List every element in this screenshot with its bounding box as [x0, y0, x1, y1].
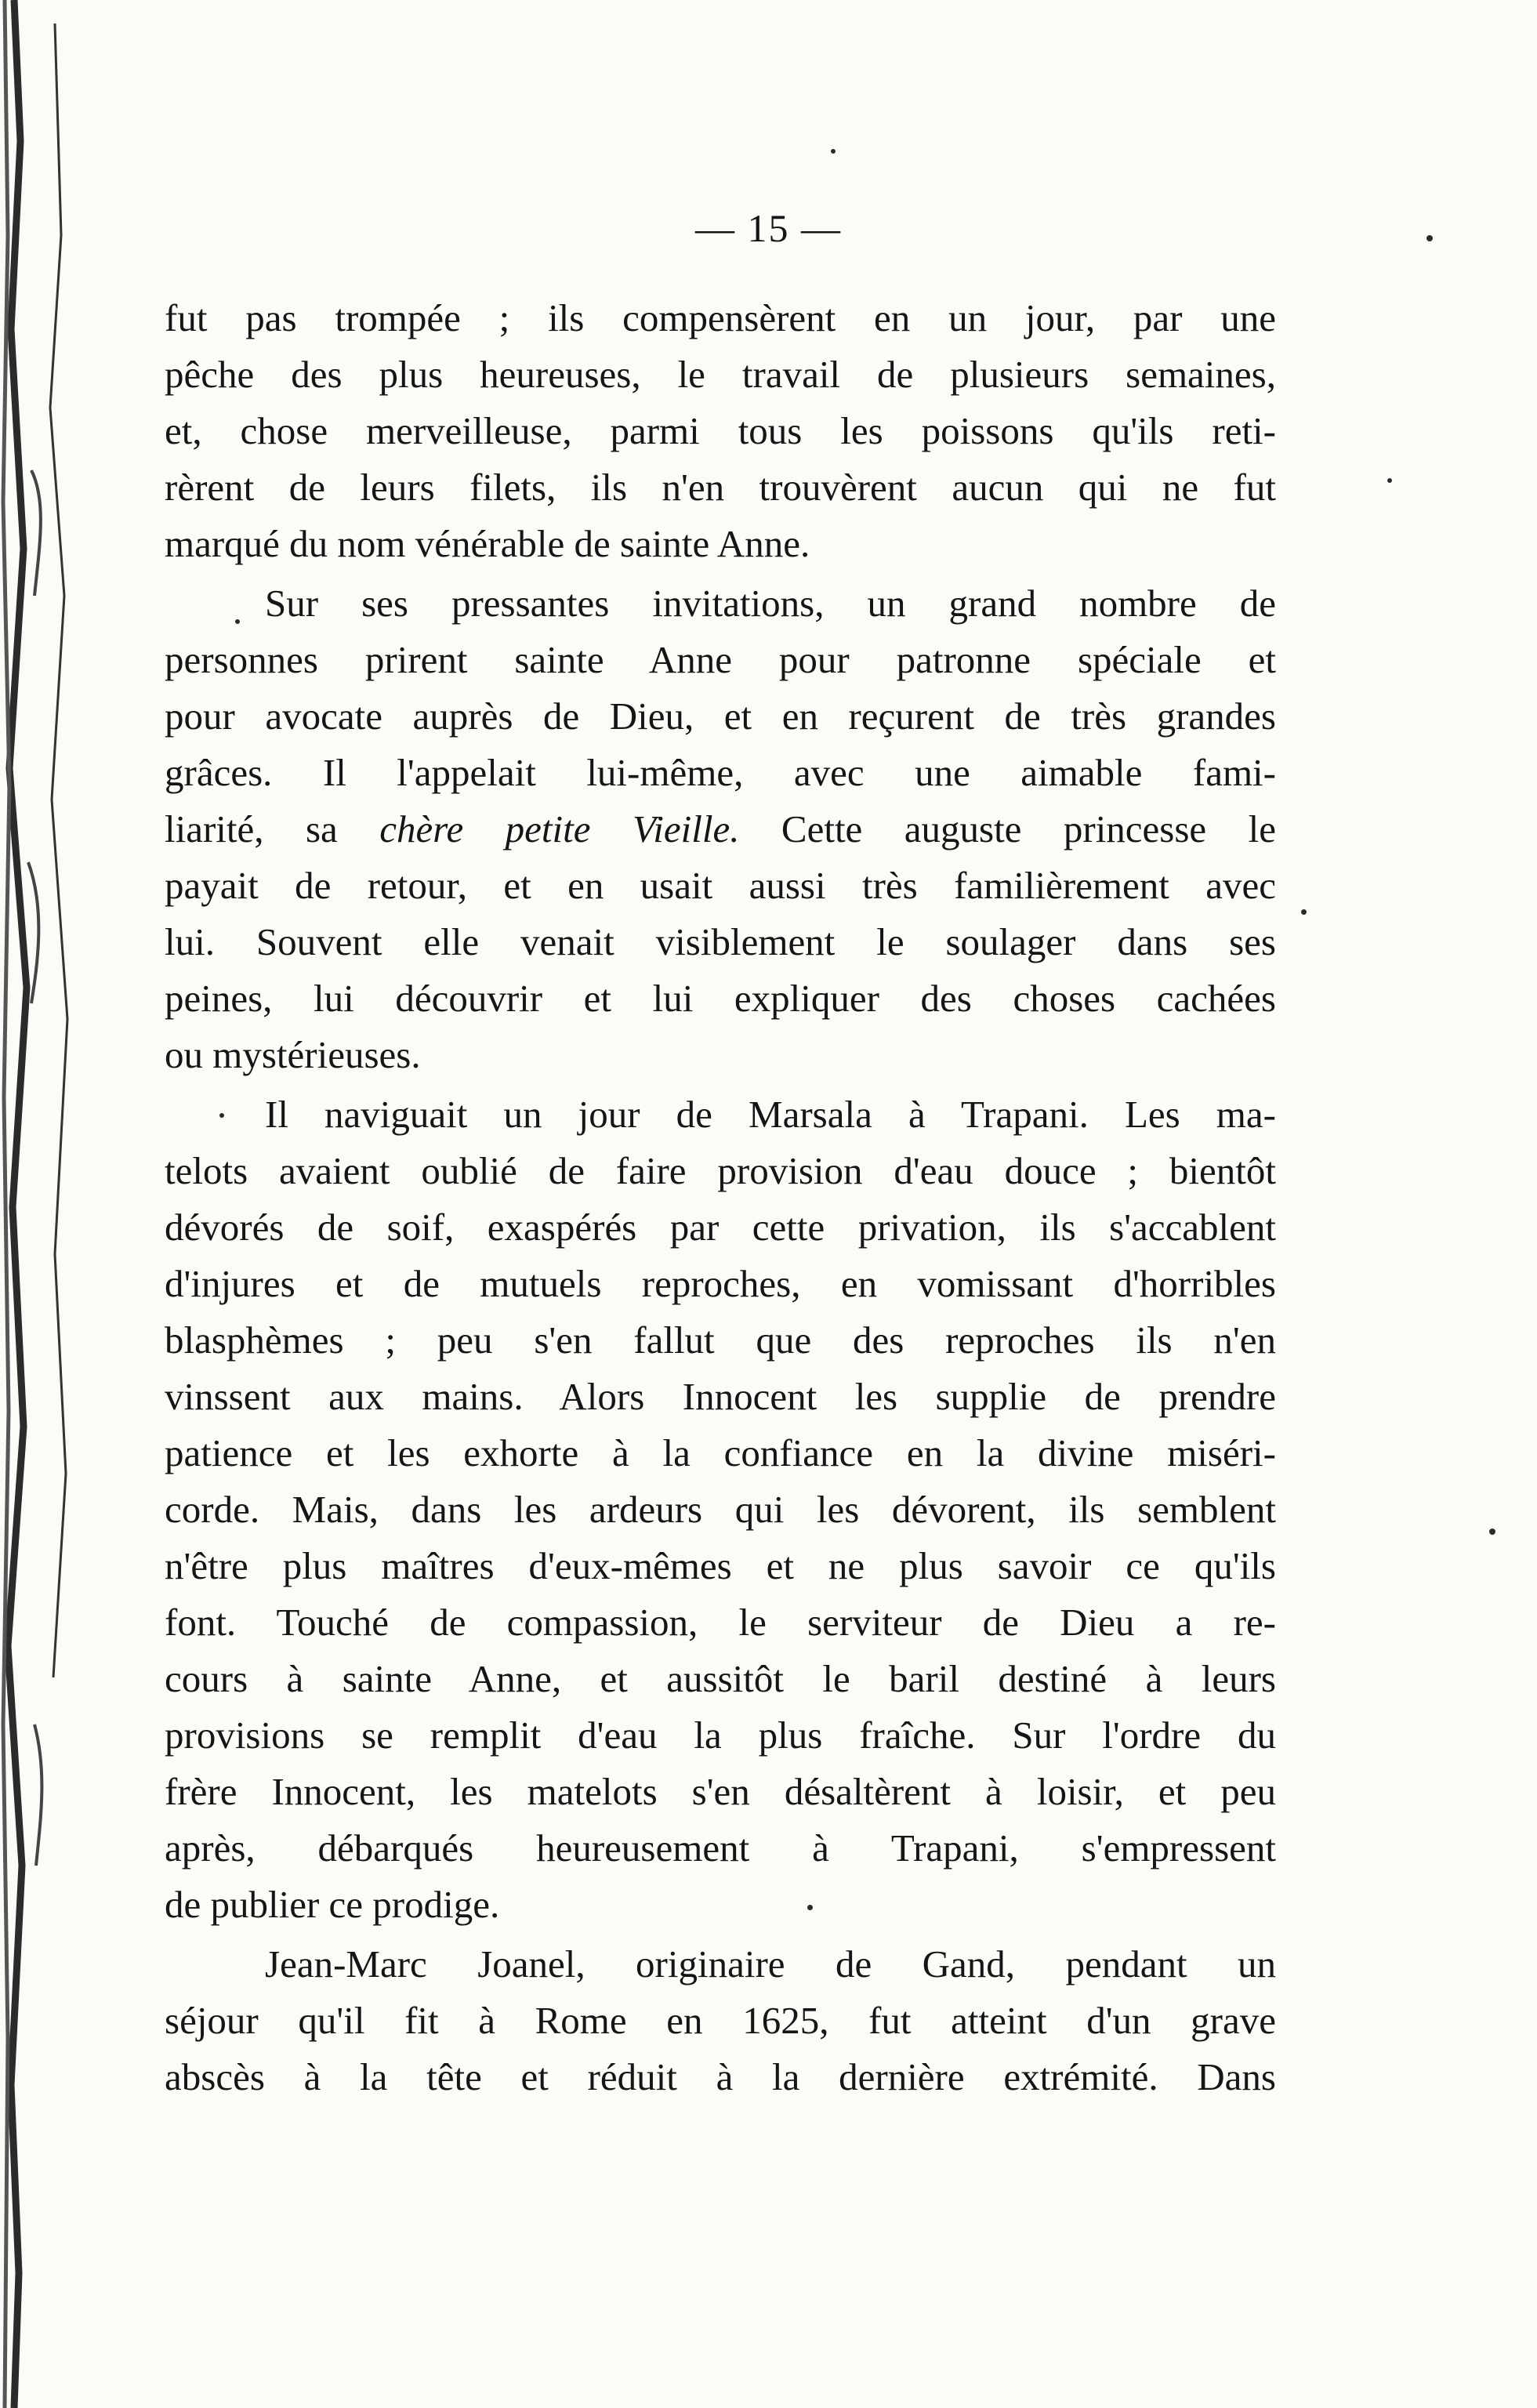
scan-speck	[831, 149, 836, 154]
text-line: font. Touché de compassion, le serviteur de Dieu a re-	[165, 1601, 1276, 1644]
text-line: pêche des plus heureuses, le travail de plusieurs semaines,	[165, 353, 1276, 396]
text-line: vinssent aux mains. Alors Innocent les supplie de prendre	[165, 1375, 1276, 1418]
paragraph-1	[165, 290, 1276, 572]
text-line: d'injures et de mutuels reproches, en vomissant d'horribles	[165, 1262, 1276, 1305]
text-line: séjour qu'il fit à Rome en 1625, fut atteint d'un grave	[165, 1999, 1276, 2042]
scanned-page-edge	[0, 0, 118, 2408]
scan-speck	[1301, 909, 1307, 915]
text-line: dévorés de soif, exaspérés par cette privation, ils s'accablent	[165, 1206, 1276, 1249]
text-segment: Cette auguste princesse le	[739, 807, 1276, 850]
text-line: marqué du nom vénérable de sainte Anne.	[165, 522, 810, 565]
paragraph-4	[165, 1936, 1276, 2105]
text-line: telots avaient oublié de faire provision d'eau douce ; bientôt	[165, 1149, 1276, 1192]
text-line: n'être plus maîtres d'eux-mêmes et ne plus savoir ce qu'ils	[165, 1544, 1276, 1587]
text-line-with-italic	[165, 801, 1276, 858]
text-line: fut pas trompée ; ils compensèrent en un jour, par une	[165, 296, 1276, 339]
paragraph-2	[165, 575, 1276, 1083]
text-line: rèrent de leurs filets, ils n'en trouvèrent aucun qui ne fut	[165, 466, 1276, 509]
text-line: cours à sainte Anne, et aussitôt le baril destiné à leurs	[165, 1657, 1276, 1700]
text-line: blasphèmes ; peu s'en fallut que des reproches ils n'en	[165, 1318, 1276, 1362]
page-number: — 15 —	[695, 206, 842, 250]
text-line: corde. Mais, dans les ardeurs qui les dévorent, ils semblent	[165, 1488, 1276, 1531]
body-text	[165, 290, 1276, 2109]
text-line: abscès à la tête et réduit à la dernière extrémité. Dans	[165, 2055, 1276, 2098]
text-line: et, chose merveilleuse, parmi tous les poissons qu'ils reti-	[165, 409, 1276, 452]
scan-speck	[1489, 1529, 1495, 1535]
text-line: peines, lui découvrir et lui expliquer des choses cachées	[165, 977, 1276, 1020]
text-line: patience et les exhorte à la confiance en la divine miséri-	[165, 1431, 1276, 1474]
text-line: de publier ce prodige.	[165, 1883, 500, 1926]
text-line: personnes prirent sainte Anne pour patronne spéciale et	[165, 638, 1276, 681]
text-line: Jean-Marc Joanel, originaire de Gand, pendant un	[265, 1942, 1276, 1986]
text-line: payait de retour, et en usait aussi très familièrement avec	[165, 864, 1276, 907]
italic-phrase: chère petite Vieille.	[379, 807, 740, 850]
text-line: frère Innocent, les matelots s'en désaltèrent à loisir, et peu	[165, 1770, 1276, 1813]
text-line: ou mystérieuses.	[165, 1033, 421, 1076]
text-line: grâces. Il l'appelait lui-même, avec une aimable fami-	[165, 751, 1276, 794]
text-line: Il naviguait un jour de Marsala à Trapani. Les ma-	[265, 1093, 1276, 1136]
scan-speck	[219, 1113, 224, 1118]
paragraph-3	[165, 1086, 1276, 1933]
text-line: Sur ses pressantes invitations, un grand nombre de	[265, 582, 1276, 625]
scan-speck	[235, 619, 240, 624]
text-line: lui. Souvent elle venait visiblement le soulager dans ses	[165, 920, 1276, 963]
scan-speck	[807, 1905, 813, 1910]
text-line: provisions se remplit d'eau la plus fraîche. Sur l'ordre du	[165, 1714, 1276, 1757]
scan-speck	[1387, 478, 1392, 483]
text-line: après, débarqués heureusement à Trapani, s'empressent	[165, 1826, 1276, 1869]
scan-speck	[1426, 235, 1433, 241]
text-line: pour avocate auprès de Dieu, et en reçurent de très grandes	[165, 694, 1276, 738]
text-segment: liarité, sa	[165, 807, 380, 850]
